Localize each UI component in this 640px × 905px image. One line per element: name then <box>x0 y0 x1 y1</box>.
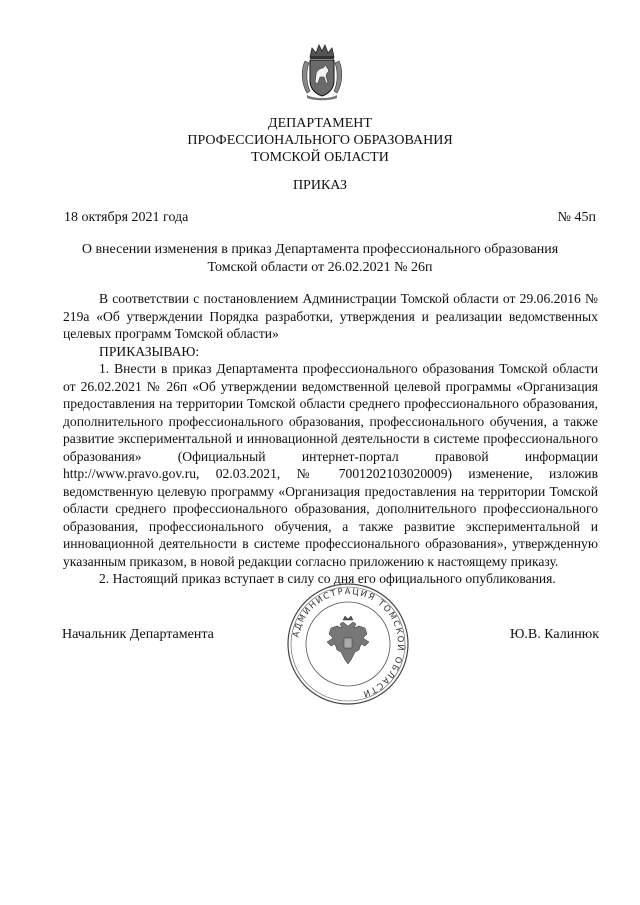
seal-text: АДМИНИСТРАЦИЯ ТОМСКОЙ ОБЛАСТИ <box>291 586 406 699</box>
decree-word: ПРИКАЗЫВАЮ: <box>99 343 200 359</box>
org-line-1: ДЕПАРТАМЕНТ <box>268 116 372 131</box>
organization-name <box>0 115 640 166</box>
official-seal-icon <box>285 582 411 706</box>
document-body <box>63 290 598 588</box>
org-line-2: ПРОФЕССИОНАЛЬНОГО ОБРАЗОВАНИЯ <box>187 133 453 148</box>
document-subject <box>40 241 600 277</box>
subject-line-2: Томской области от 26.02.2021 № 26п <box>207 260 433 275</box>
org-line-3: ТОМСКОЙ ОБЛАСТИ <box>251 150 389 165</box>
document-date: 18 октября 2021 года <box>64 210 189 225</box>
coat-of-arms-icon <box>299 43 345 101</box>
item-1-paragraph: 1. Внести в приказ Департамента профессионального образования Томской области от 26.02.2021 № 26п «Об утверждении ведомственной целевой программы «Организация предоставления на территории Томской области среднего профессионального образования, дополнительного профессионального образования, профессионального обучения, а также развитие экспериментальной и инновационной деятельности в системе профессионального образования» (Официальный интернет-портал правовой информации http://www.pravo.gov.ru, 02.03.2021, № 7001202103020009) изменение, изложив ведомственную целевую программу «Организация предоставления на территории Томской области среднего профессионального образования, дополнительного профессионального образования, профессионального обучения, а также развитие экспериментальной и инновационной деятельности в системе профессионального образования», утвержденную указанным приказом, в новой редакции согласно приложению к настоящему приказу. <box>63 361 598 569</box>
signatory-position: Начальник Департамента <box>62 627 214 642</box>
item-2-paragraph: 2. Настоящий приказ вступает в силу со дня его официального опубликования. <box>99 571 556 586</box>
preamble-paragraph: В соответствии с постановлением Администрации Томской области от 29.06.2016 № 219а «Об утверждении Порядка разработки, утверждения и реализации ведомственных целевых программ Томской области» <box>63 291 598 341</box>
signatory-name: Ю.В. Калинюк <box>510 627 599 642</box>
document-number: № 45п <box>557 210 596 225</box>
document-type: ПРИКАЗ <box>292 178 348 193</box>
subject-line-1: О внесении изменения в приказ Департамента профессионального образования <box>81 242 559 257</box>
